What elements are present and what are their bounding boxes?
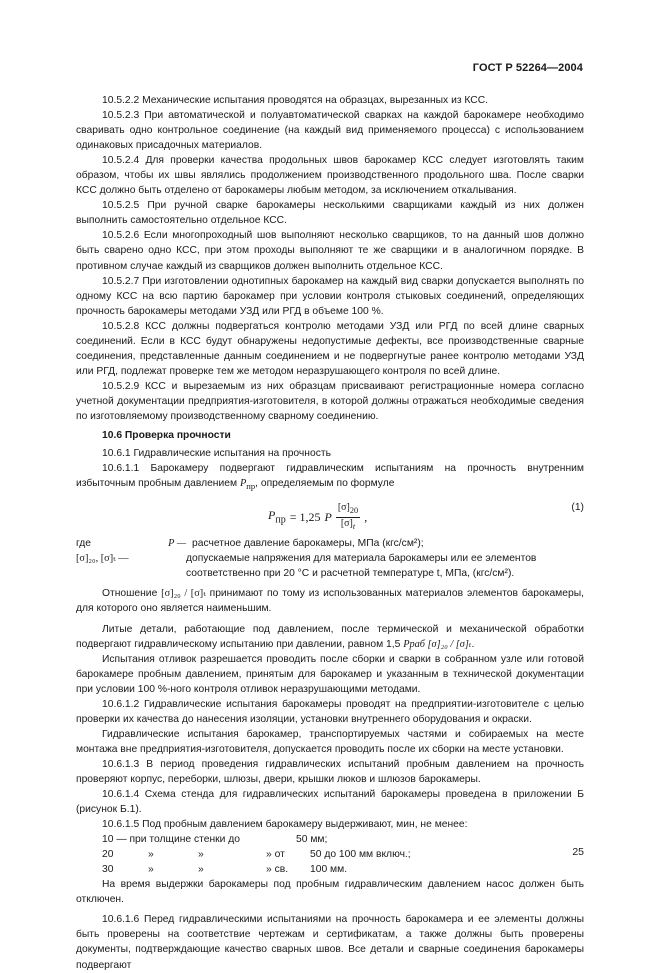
where-symbol-sigma: [σ]₂₀, [σ]ₜ —	[76, 553, 129, 565]
hold-row-3	[76, 862, 584, 877]
hold-cell: »	[148, 849, 154, 861]
ratio-expression: [σ]₂₀ / [σ]ₜ	[161, 588, 206, 600]
paragraph-10-5-2-7: 10.5.2.7 При изготовлении однотипных барокамер на каждый вид сварки допускается выполнять по одному КСС на всю партию барокамер при условии контроля стыковых соединений, определяющих прочность барокамеры методами УЗД или РГД в объеме 100 %.	[76, 275, 584, 317]
hold-cell: » от	[266, 849, 285, 861]
hold-cell: 20	[102, 849, 114, 861]
hold-cell: » св.	[266, 864, 289, 876]
paragraph-transported: Гидравлические испытания барокамер, транспортируемых частями и собираемых на месте монтажа вне предприятия-изготовителя, допускается проводить после их сборки на месте установки.	[76, 728, 584, 755]
paragraph-10-5-2-8: 10.5.2.8 КСС должны подвергаться контролю методами УЗД или РГД по всей длине сварных соединений. Если в КСС будут обнаружены недопустимые дефекты, все производственные сварные соединения, представленные данным соединением и не подвергнутые ранее контролю методами УЗД или РГД, подлежат проверке тем же методом неразрушающего контроля по всей длине.	[76, 320, 584, 377]
paragraph-10-6-1-1-end: , определяемым по формуле	[255, 478, 395, 490]
hold-cell: »	[198, 849, 204, 861]
paragraph-pump: На время выдержки барокамеры под пробным гидравлическим давлением насос должен быть отключен.	[76, 879, 584, 906]
paragraph-10-6-1-3: 10.6.1.3 В период проведения гидравлических испытаний пробным давлением на прочность проверяют корпус, переборки, шлюзы, двери, крышки люков и шлюзов барокамеры.	[76, 758, 584, 785]
paragraph-ratio	[76, 586, 584, 616]
formula-eq: = 1,25	[289, 510, 321, 525]
paragraph-10-5-2-3: 10.5.2.3 При автоматической и полуавтоматической сварках на каждой барокамере необходимо сваривать одно контрольное соединение (на каждый вид применяемого процесса) с использованием одинаковых присадочных материалов.	[76, 110, 584, 152]
paragraph-10-5-2-6: 10.5.2.6 Если многопроходный шов выполняют несколько сварщиков, то на данный шов должно быть сварено одно КСС, при этом проходы выполняют те же сварщики и в аналогичном порядке. В противном случае каждый из сварщиков должен выполнить отдельное КСС.	[76, 230, 584, 272]
where-text-sigma: допускаемые напряжения для материала барокамеры или ее элементов соответственно при 20 °С и расчетной температуре t, МПа, (кгс/см²).	[186, 553, 537, 580]
ratio-before: Отношение	[102, 588, 158, 600]
where-label: где	[76, 538, 92, 550]
formula-p: P	[324, 510, 332, 525]
formula-fraction	[336, 502, 360, 533]
page-number: 25	[572, 846, 584, 858]
paragraph-10-6-1: 10.6.1 Гидравлические испытания на прочность	[102, 448, 331, 460]
document-code: ГОСТ Р 52264—2004	[472, 62, 583, 74]
section-heading-10-6: 10.6 Проверка прочности	[102, 430, 231, 442]
hold-cell: 100 мм.	[310, 864, 348, 876]
formula-denominator: [σ]	[340, 518, 353, 530]
formula-tail: ,	[364, 510, 368, 525]
hold-cell: 10 — при толщине стенки до	[102, 834, 241, 846]
formula-lhs-sub: пр	[275, 514, 286, 526]
formula-denominator-sub: t	[352, 522, 356, 532]
where-line-2	[76, 551, 584, 581]
page-body	[76, 93, 584, 973]
hold-row-1	[76, 832, 584, 847]
paragraph-10-5-2-5: 10.5.2.5 При ручной сварке барокамеры несколькими сварщиками каждый из них должен выполнить самостоятельно отдельное КСС.	[76, 200, 584, 227]
paragraph-10-6-1-4: 10.6.1.4 Схема стенда для гидравлических испытаний барокамеры проведена в приложении Б (рисунок Б.1).	[76, 789, 584, 816]
equation-number: (1)	[571, 502, 584, 514]
formula-expression	[268, 502, 367, 533]
paragraph-cast-parts	[76, 622, 584, 652]
paragraph-10-5-2-4: 10.5.2.4 Для проверки качества продольных швов барокамер КСС следует изготовлять таким образом, чтобы их швы являлись продолжением производственного продольного шва. После сварки КСС должно быть отделено от барокамеры любым методом, за исключением откалывания.	[76, 155, 584, 197]
paragraph-10-6-1-6: 10.6.1.6 Перед гидравлическими испытаниями на прочность барокамера и ее элементы должны быть проверены на соответствие чертежам и сертификатам, а также должны быть проверены документы, подтверждающие качество сварных швов. Все детали и сварные соединения барокамеры подвергают	[76, 914, 584, 971]
formula-numerator: [σ]	[337, 502, 350, 514]
hold-cell: »	[148, 864, 154, 876]
paragraph-10-6-1-1-text: 10.6.1.1 Барокамеру подвергают гидравлическим испытаниям на прочность внутренним избыточным пробным давлением	[76, 463, 584, 490]
paragraph-10-5-2-9: 10.5.2.9 КСС и вырезаемым из них образцам присваивают регистрационные номера согласно учетной документации предприятия-изготовителя, в которой должны отражаться необходимые сведения по изготовляемому производственному сварному соединению.	[76, 380, 584, 422]
hold-cell: 50 мм;	[296, 834, 328, 846]
paragraph-10-6-1-5: 10.6.1.5 Под пробным давлением барокамеру выдерживают, мин, не менее:	[102, 819, 468, 831]
cast-text: Литые детали, работающие под давлением, после термической и механической обработки подвергают гидравлическому испытанию при давлении, равном 1,5	[76, 623, 584, 650]
cast-expression: Pраб [σ]₂₀ / [σ]ₜ	[403, 638, 472, 650]
where-line-1	[76, 536, 584, 551]
paragraph-10-6-1-1	[76, 461, 584, 494]
symbol-p: P	[239, 478, 247, 490]
paragraph-10-6-1-2: 10.6.1.2 Гидравлические испытания барокамеры проводят на предприятии-изготовителе с целью проверки их качества до нанесения изоляции, установки внутреннего оборудования и окраски.	[76, 698, 584, 725]
paragraph-castings: Испытания отливок разрешается проводить после сборки и сварки в собранном узле или готовой барокамере пробным давлением, принятым для барокамер и указанным в технической документации при условии 100 %-ного контроля отливок неразрушающими методами.	[76, 653, 584, 695]
formula-1	[76, 500, 584, 530]
formula-numerator-sub: 20	[349, 506, 359, 516]
symbol-p-subscript: пр	[246, 481, 256, 492]
formula-lhs: P	[268, 508, 276, 523]
hold-row-2	[76, 847, 584, 862]
ratio-after: принимают по тому из использованных материалов элементов барокамеры, для которого оно является наименьшим.	[76, 588, 584, 615]
hold-cell: 30	[102, 864, 114, 876]
hold-cell: »	[198, 864, 204, 876]
hold-time-table	[76, 832, 584, 877]
paragraph-10-5-2-2: 10.5.2.2 Механические испытания проводятся на образцах, вырезанных из КСС.	[102, 95, 489, 106]
where-symbol-p: P —	[168, 538, 186, 550]
hold-cell: 50 до 100 мм включ.;	[310, 849, 411, 861]
where-text-p: расчетное давление барокамеры, МПа (кгс/см²);	[192, 538, 424, 550]
cast-end: .	[471, 638, 475, 650]
